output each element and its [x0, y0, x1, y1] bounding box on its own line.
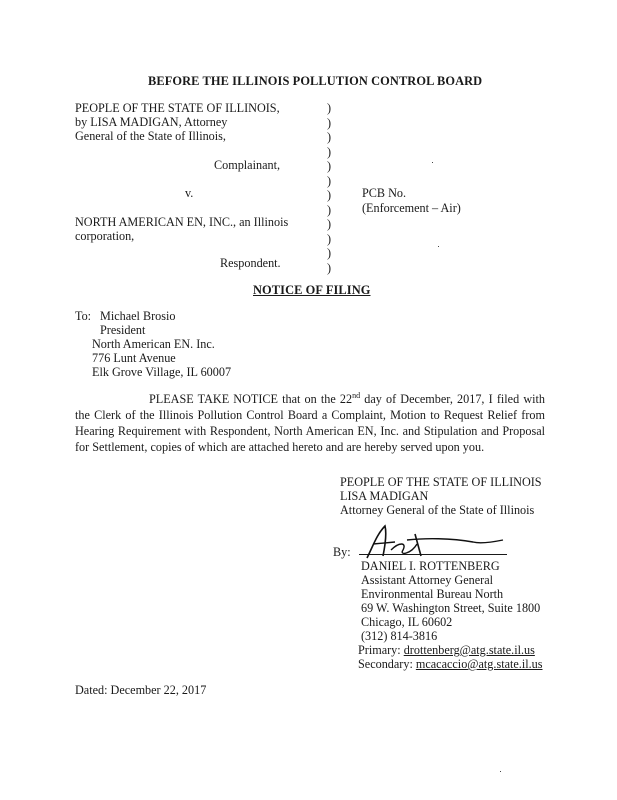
- paren: ): [327, 188, 332, 202]
- addressee-line-4: Elk Grove Village, IL 60007: [92, 365, 232, 379]
- scan-speck: [438, 246, 439, 247]
- dated-line: Dated: December 22, 2017: [75, 683, 207, 697]
- paren: ): [327, 260, 332, 275]
- party-line-3: Attorney General of the State of Illinois: [340, 503, 535, 517]
- case-type-label: (Enforcement – Air): [362, 201, 461, 215]
- secondary-label: Secondary:: [358, 657, 413, 671]
- signer-name: DANIEL I. ROTTENBERG: [361, 559, 500, 573]
- paren: ): [327, 202, 332, 217]
- paren: ): [327, 130, 332, 144]
- signer-title: Assistant Attorney General: [361, 573, 494, 587]
- paren: ): [327, 231, 332, 246]
- paren: ): [327, 217, 332, 231]
- scan-speck: [500, 771, 501, 772]
- respondent-line-1: NORTH AMERICAN EN, INC., an Illinois: [75, 215, 289, 229]
- notice-title: NOTICE OF FILING: [253, 283, 371, 297]
- paren: ): [327, 159, 332, 173]
- paren: ): [327, 144, 332, 159]
- case-number-label: PCB No.: [362, 186, 407, 200]
- addressee-name: Michael Brosio: [100, 309, 176, 323]
- caption-parentheses: [327, 101, 331, 275]
- plaintiff-line-3: General of the State of Illinois,: [75, 129, 226, 143]
- handwritten-signature: [355, 520, 515, 562]
- addressee-line-1: President: [100, 323, 146, 337]
- notice-text-rest: day of December, 2017, I filed with the Clerk of the Illinois Pollution Control Board a Complaint, Motion to Request Relief from Hearing Requirement with Respondent, North American EN, Inc. and Stipulation and Proposal for Settlement, copies of which are attached hereto and are hereby served upon you.: [75, 392, 545, 455]
- paren: ): [327, 115, 332, 130]
- paren: ): [327, 173, 332, 188]
- to-label: To:: [75, 309, 92, 323]
- ordinal-suffix: nd: [352, 391, 361, 400]
- plaintiff-line-2: by LISA MADIGAN, Attorney: [75, 115, 228, 129]
- addressee-line-2: North American EN. Inc.: [92, 337, 215, 351]
- signer-city: Chicago, IL 60602: [361, 615, 453, 629]
- secondary-email-link[interactable]: mcacaccio@atg.state.il.us: [415, 657, 543, 671]
- complainant-label: Complainant,: [214, 158, 281, 172]
- respondent-line-2: corporation,: [75, 229, 135, 243]
- signer-phone: (312) 814-3816: [361, 629, 438, 643]
- scan-speck: [432, 162, 433, 163]
- respondent-label: Respondent.: [220, 256, 281, 270]
- primary-email-row: [358, 643, 535, 657]
- board-heading: BEFORE THE ILLINOIS POLLUTION CONTROL BOARD: [148, 74, 483, 88]
- paren: ): [327, 101, 332, 115]
- primary-email-link[interactable]: drottenberg@atg.state.il.us: [403, 643, 535, 657]
- primary-label: Primary:: [358, 643, 401, 657]
- party-line-2: LISA MADIGAN: [340, 489, 429, 503]
- paren: ): [327, 246, 332, 260]
- notice-paragraph: [75, 388, 545, 455]
- addressee-line-3: 776 Lunt Avenue: [92, 351, 176, 365]
- notice-text-start: PLEASE TAKE NOTICE that on the 22: [149, 392, 353, 407]
- secondary-email-row: [358, 657, 543, 671]
- plaintiff-line-1: PEOPLE OF THE STATE OF ILLINOIS,: [75, 101, 280, 115]
- by-label: By:: [333, 545, 351, 559]
- signer-bureau: Environmental Bureau North: [361, 587, 504, 601]
- party-line-1: PEOPLE OF THE STATE OF ILLINOIS: [340, 475, 542, 489]
- versus-label: v.: [185, 186, 194, 200]
- signer-street: 69 W. Washington Street, Suite 1800: [361, 601, 541, 615]
